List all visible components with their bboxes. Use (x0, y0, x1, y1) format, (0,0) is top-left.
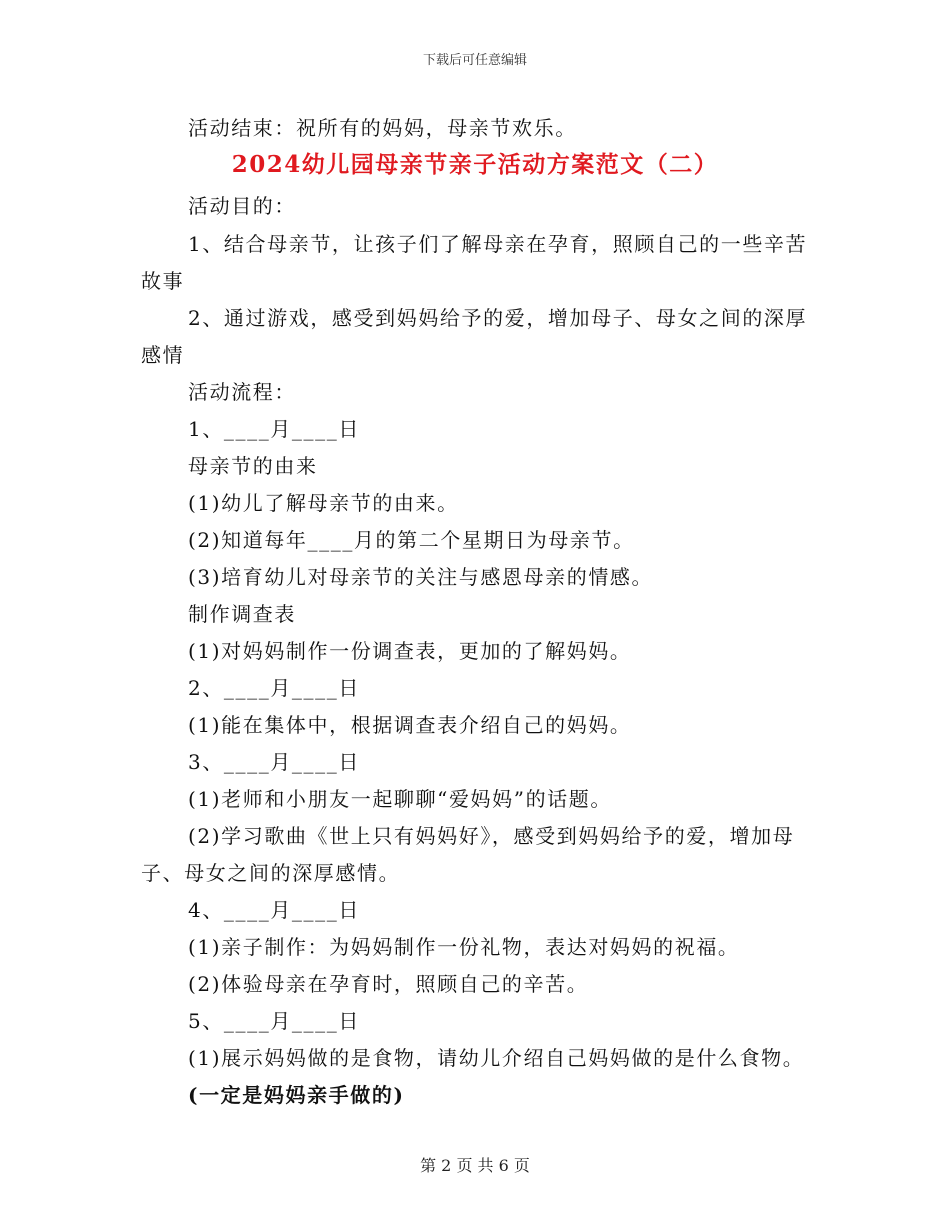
section-title: 2024幼儿园母亲节亲子活动方案范文（二） (231, 151, 719, 178)
paragraph-line: 1、结合母亲节，让孩子们了解母亲在孕育，照顾自己的一些辛苦 (188, 232, 808, 256)
paragraph-line: 制作调查表 (188, 602, 296, 626)
page-header: 下载后可任意编辑 (422, 53, 527, 68)
paragraph-line: 4、____月____日 (188, 898, 360, 922)
paragraph-line: (2)学习歌曲《世上只有妈妈好》，感受到妈妈给予的爱，增加母 (188, 824, 795, 848)
paragraph-line: (2)知道每年____月的第二个星期日为母亲节。 (188, 528, 635, 552)
paragraph-line: 子、母女之间的深厚感情。 (141, 861, 401, 885)
paragraph-line: (1)对妈妈制作一份调查表，更加的了解妈妈。 (188, 639, 632, 663)
paragraph-line: 母亲节的由来 (188, 454, 318, 478)
paragraph-line: (1)幼儿了解母亲节的由来。 (188, 491, 459, 515)
paragraph-line: (1)展示妈妈做的是食物，请幼儿介绍自己妈妈做的是什么食物。 (188, 1046, 805, 1070)
paragraph-line: (2)体验母亲在孕育时，照顾自己的辛苦。 (188, 972, 589, 996)
paragraph-line: 1、____月____日 (188, 417, 360, 441)
paragraph-line: (3)培育幼儿对母亲节的关注与感恩母亲的情感。 (188, 565, 654, 589)
paragraph-line: 活动结束：祝所有的妈妈，母亲节欢乐。 (188, 116, 577, 140)
paragraph-line: (1)亲子制作：为妈妈制作一份礼物，表达对妈妈的祝福。 (188, 935, 740, 959)
paragraph-line: 活动目的： (188, 194, 296, 218)
paragraph-line: 2、____月____日 (188, 676, 360, 700)
paragraph-line: 故事 (141, 269, 185, 293)
page-footer: 第 2 页 共 6 页 (420, 1156, 530, 1175)
paragraph-line: 活动流程： (188, 380, 296, 404)
paragraph-line: (1)老师和小朋友一起聊聊“爱妈妈”的话题。 (188, 787, 612, 811)
paragraph-line-bold: (一定是妈妈亲手做的) (188, 1083, 405, 1107)
paragraph-line: 3、____月____日 (188, 750, 360, 774)
paragraph-line: 5、____月____日 (188, 1009, 360, 1033)
paragraph-line: 2、通过游戏，感受到妈妈给予的爱，增加母子、母女之间的深厚 (188, 306, 808, 330)
paragraph-line: 感情 (141, 343, 185, 367)
paragraph-line: (1)能在集体中，根据调查表介绍自己的妈妈。 (188, 713, 632, 737)
